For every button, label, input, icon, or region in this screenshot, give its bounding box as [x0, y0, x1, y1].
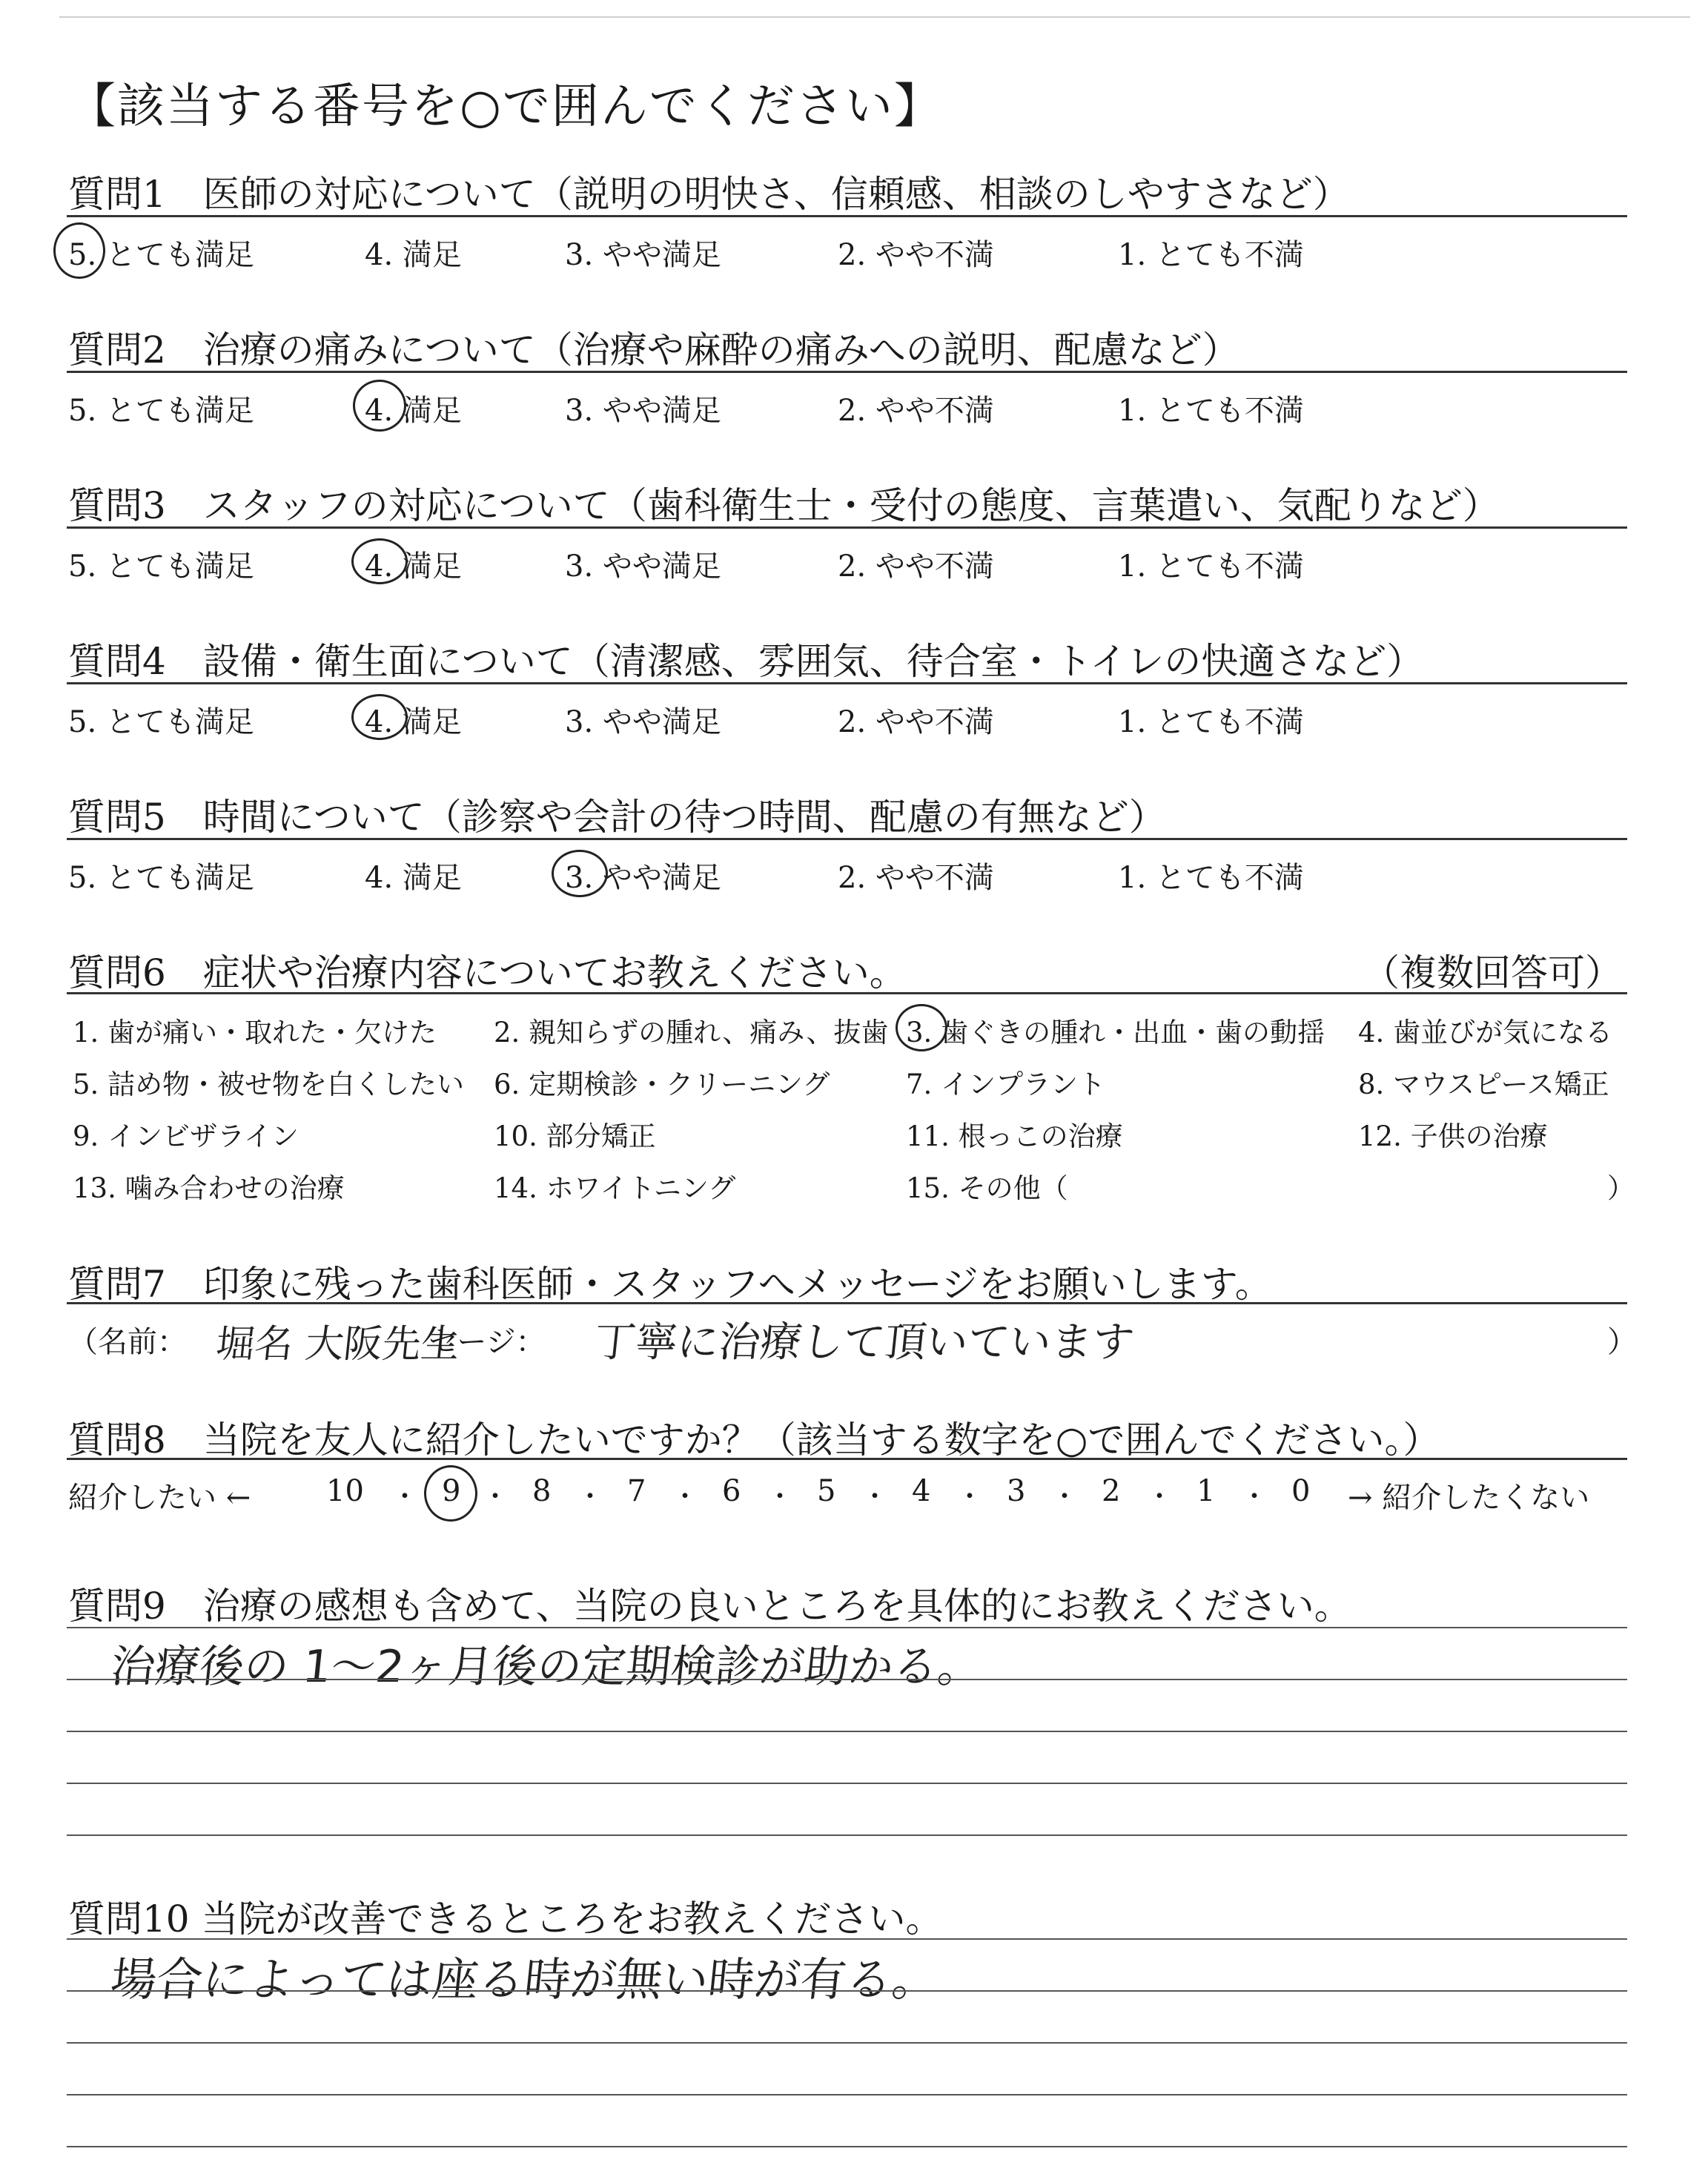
q5-option-1[interactable]: 1. とても不満 — [1118, 861, 1304, 895]
question-9-title: 質問9 治療の感想も含めて、当院の良いところを具体的にお教えください。 — [68, 1585, 1351, 1628]
q5-option-4[interactable]: 4. 満足 — [365, 861, 462, 895]
q3-option-3[interactable]: 3. やや満足 — [565, 549, 721, 584]
q1-option-4[interactable]: 4. 満足 — [365, 238, 462, 272]
q3-option-2[interactable]: 2. やや不満 — [838, 549, 994, 584]
q1-option-5[interactable]: 5. とても満足 — [68, 238, 254, 272]
question-7-rule — [67, 1302, 1627, 1304]
q3-selection-circle — [351, 538, 408, 584]
q5-option-3[interactable]: 3. やや満足 — [565, 861, 721, 895]
q6-item-11[interactable]: 11. 根っこの治療 — [906, 1120, 1123, 1152]
q6-item-13[interactable]: 13. 噛み合わせの治療 — [73, 1172, 345, 1204]
page-header: 【該当する番号を○で囲んでください】 — [68, 79, 943, 134]
q8-separator: ・ — [861, 1482, 889, 1512]
q8-separator: ・ — [1241, 1482, 1268, 1512]
q6-item-5[interactable]: 5. 詰め物・被せ物を白くしたい — [73, 1069, 465, 1100]
q6-item-2[interactable]: 2. 親知らずの腫れ、痛み、抜歯 — [494, 1017, 889, 1048]
q6-item-1[interactable]: 1. 歯が痛い・取れた・欠けた — [73, 1017, 437, 1048]
q9-line-5 — [67, 1834, 1627, 1836]
q2-option-1[interactable]: 1. とても不満 — [1118, 394, 1304, 428]
question-2-rule — [67, 371, 1627, 373]
question-10-title: 質問10 当院が改善できるところをお教えください。 — [68, 1898, 943, 1941]
q8-scale-2[interactable]: 2 — [1102, 1474, 1121, 1508]
q8-selection-circle — [424, 1465, 477, 1522]
q8-separator: ・ — [482, 1482, 509, 1512]
q3-option-4[interactable]: 4. 満足 — [365, 549, 462, 584]
q8-separator: ・ — [1146, 1482, 1174, 1512]
q8-scale-9[interactable]: 9 — [442, 1474, 461, 1508]
q8-right-label: → 紹介したくない — [1348, 1481, 1590, 1515]
q1-option-2[interactable]: 2. やや不満 — [838, 238, 994, 272]
q8-separator: ・ — [391, 1482, 419, 1512]
q6-item-14[interactable]: 14. ホワイトニング — [494, 1172, 736, 1204]
question-5-title: 質問5 時間について（診察や会計の待つ時間、配慮の有無など） — [68, 796, 1166, 839]
q6-item-9[interactable]: 9. インビザライン — [73, 1120, 299, 1152]
q7-name-handwritten[interactable]: 堀名 大阪先生 — [214, 1322, 463, 1367]
q10-line-3 — [67, 2042, 1627, 2044]
question-4-title: 質問4 設備・衛生面について（清潔感、雰囲気、待合室・トイレの快適さなど） — [68, 640, 1424, 683]
question-4-rule — [67, 682, 1627, 684]
q9-answer-handwritten[interactable]: 治療後の 1〜2ヶ月後の定期検診が助かる。 — [107, 1641, 985, 1693]
q10-line-1 — [67, 1938, 1627, 1940]
q8-separator: ・ — [767, 1482, 794, 1512]
q2-selection-circle — [353, 380, 406, 432]
q1-selection-circle — [53, 222, 105, 279]
q5-option-5[interactable]: 5. とても満足 — [68, 861, 254, 895]
q10-line-4 — [67, 2094, 1627, 2095]
q2-option-3[interactable]: 3. やや満足 — [565, 394, 721, 428]
q9-line-1 — [67, 1627, 1627, 1628]
q2-option-4[interactable]: 4. 満足 — [365, 394, 462, 428]
q6-selection-circle — [896, 1004, 947, 1051]
q10-line-5 — [67, 2146, 1627, 2147]
q3-option-5[interactable]: 5. とても満足 — [68, 549, 254, 584]
question-6-rule — [67, 992, 1627, 994]
question-2-title: 質問2 治療の痛みについて（治療や麻酔の痛みへの説明、配慮など） — [68, 328, 1239, 371]
q9-line-4 — [67, 1783, 1627, 1784]
q7-name-label: （名前： — [68, 1325, 187, 1359]
q8-scale-3[interactable]: 3 — [1007, 1474, 1026, 1508]
question-6-title: 質問6 症状や治療内容についてお教えください。 — [68, 951, 907, 994]
q4-selection-circle — [351, 694, 408, 740]
q8-separator: ・ — [956, 1482, 984, 1512]
q5-selection-circle — [552, 850, 608, 897]
question-6-note: （複数回答可） — [1363, 951, 1622, 994]
q3-option-1[interactable]: 1. とても不満 — [1118, 549, 1304, 584]
q8-scale-0[interactable]: 0 — [1291, 1474, 1311, 1508]
q8-separator: ・ — [577, 1482, 604, 1512]
q8-scale-1[interactable]: 1 — [1196, 1474, 1216, 1508]
q6-item-7[interactable]: 7. インプラント — [906, 1069, 1106, 1100]
q8-separator: ・ — [672, 1482, 699, 1512]
q8-scale-8[interactable]: 8 — [532, 1474, 552, 1508]
q4-option-3[interactable]: 3. やや満足 — [565, 705, 721, 739]
q10-line-2 — [67, 1990, 1627, 1992]
q2-option-2[interactable]: 2. やや不満 — [838, 394, 994, 428]
q6-item-8[interactable]: 8. マウスピース矯正 — [1358, 1069, 1609, 1100]
question-7-title: 質問7 印象に残った歯科医師・スタッフへメッセージをお願いします。 — [68, 1263, 1272, 1306]
q8-separator: ・ — [1051, 1482, 1079, 1512]
q8-scale-4[interactable]: 4 — [912, 1474, 931, 1508]
question-8-rule — [67, 1458, 1627, 1460]
q7-message-handwritten[interactable]: 丁寧に治療して頂いています — [592, 1318, 1136, 1367]
q7-message-label: セージ： — [428, 1325, 546, 1359]
q8-left-label: 紹介したい ← — [68, 1481, 251, 1515]
question-1-title: 質問1 医師の対応について（説明の明快さ、信頼感、相談のしやすさなど） — [68, 173, 1350, 216]
q6-item-12[interactable]: 12. 子供の治療 — [1358, 1120, 1548, 1152]
q4-option-1[interactable]: 1. とても不満 — [1118, 705, 1304, 739]
q8-scale-10[interactable]: 10 — [326, 1474, 364, 1508]
question-3-title: 質問3 スタッフの対応について（歯科衛生士・受付の態度、言葉遣い、気配りなど） — [68, 484, 1500, 527]
q5-option-2[interactable]: 2. やや不満 — [838, 861, 994, 895]
q4-option-4[interactable]: 4. 満足 — [365, 705, 462, 739]
q6-other-close: ） — [1607, 1172, 1635, 1204]
q6-item-10[interactable]: 10. 部分矯正 — [494, 1120, 656, 1152]
question-5-rule — [67, 838, 1627, 840]
q6-item-4[interactable]: 4. 歯並びが気になる — [1358, 1017, 1613, 1048]
q9-line-2 — [67, 1679, 1627, 1680]
question-8-title: 質問8 当院を友人に紹介したいですか？（該当する数字を○で囲んでください。） — [68, 1418, 1440, 1462]
q4-option-5[interactable]: 5. とても満足 — [68, 705, 254, 739]
question-3-rule — [67, 526, 1627, 529]
q4-option-2[interactable]: 2. やや不満 — [838, 705, 994, 739]
q8-scale-6[interactable]: 6 — [722, 1474, 741, 1508]
q1-option-3[interactable]: 3. やや満足 — [565, 238, 721, 272]
top-border — [59, 16, 1690, 18]
q9-line-3 — [67, 1731, 1627, 1732]
q6-item-3[interactable]: 3. 歯ぐきの腫れ・出血・歯の動揺 — [906, 1017, 1325, 1048]
q7-close: ） — [1607, 1325, 1637, 1359]
q1-option-1[interactable]: 1. とても不満 — [1118, 238, 1304, 272]
q6-item-6[interactable]: 6. 定期検診・クリーニング — [494, 1069, 830, 1100]
q6-item-15[interactable]: 15. その他（ — [906, 1172, 1068, 1204]
question-1-rule — [67, 215, 1627, 217]
q8-scale-7[interactable]: 7 — [627, 1474, 646, 1508]
q2-option-5[interactable]: 5. とても満足 — [68, 394, 254, 428]
q10-answer-handwritten[interactable]: 場合によっては座る時が無い時が有る。 — [107, 1952, 941, 2007]
q8-scale-5[interactable]: 5 — [817, 1474, 836, 1508]
